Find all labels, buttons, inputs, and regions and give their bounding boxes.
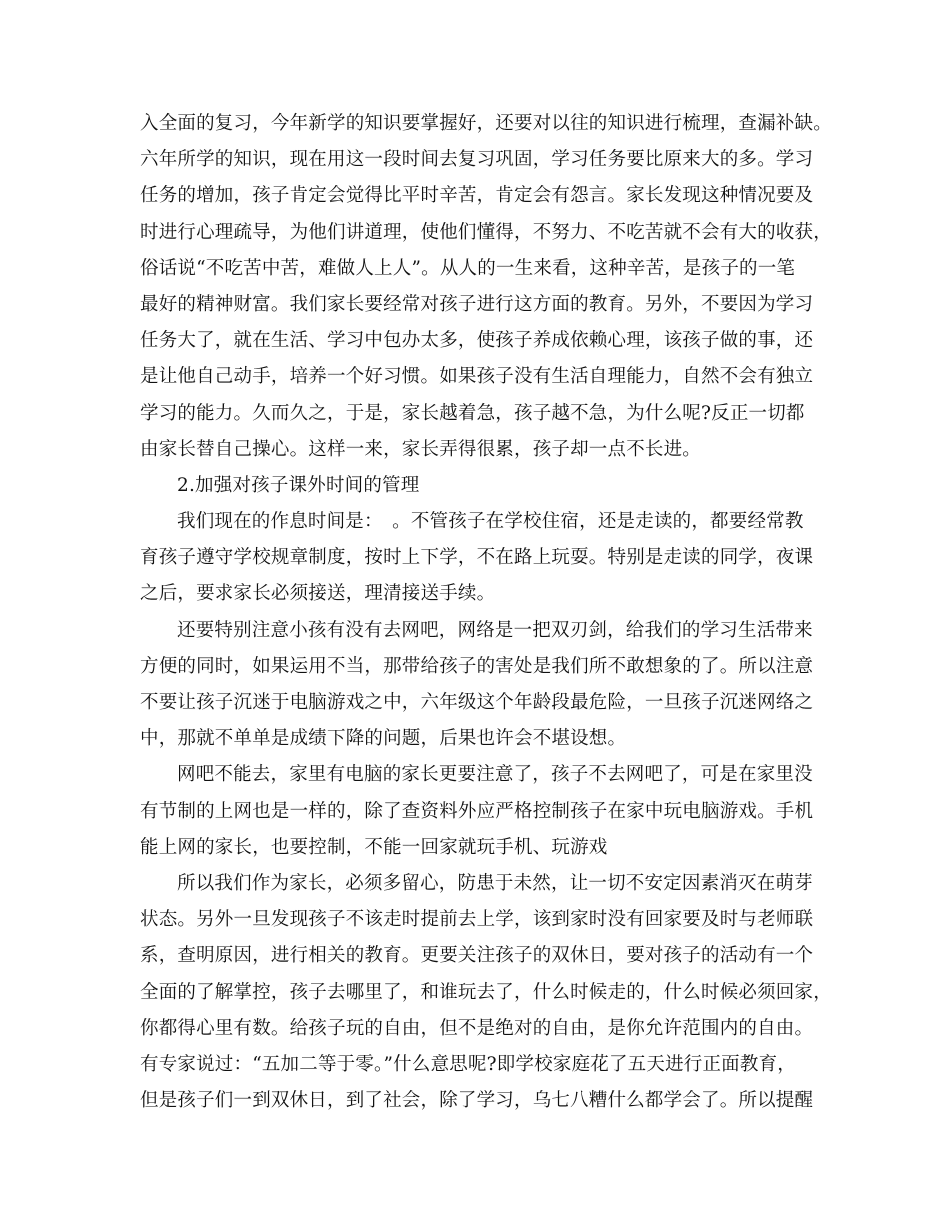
text-line: 俗话说“不吃苦中苦，难做人上人”。从人的一生来看，这种辛苦，是孩子的一笔: [140, 257, 796, 279]
text-line: 入全面的复习，今年新学的知识要掌握好，还要对以往的知识进行梳理，查漏补缺。: [140, 113, 832, 134]
text-line: 任务的增加，孩子肯定会觉得比平时辛苦，肯定会有怨言。家长发现这种情况要及: [140, 185, 814, 207]
paragraph-start-line: 网吧不能去，家里有电脑的家长更要注意了，孩子不去网吧了，可是在家里没: [177, 764, 813, 786]
text-line: 方便的同时，如果运用不当，那带给孩子的害处是我们所不敢想象的了。所以注意: [140, 655, 814, 677]
text-line: 系，查明原因，进行相关的教育。更要关注孩子的双休日，要对孩子的活动有一个: [140, 945, 814, 967]
text-line: 全面的了解掌控，孩子去哪里了，和谁玩去了，什么时候走的，什么时候必须回家，: [140, 981, 832, 1003]
text-line: 之后，要求家长必须接送，理清接送手续。: [140, 583, 496, 605]
text-line: 育孩子遵守学校规章制度，按时上下学，不在路上玩耍。特别是走读的同学，夜课: [140, 547, 814, 569]
document-body: [140, 106, 830, 1119]
text-line: 但是孩子们一到双休日，到了社会，除了学习，乌七八糟什么都学会了。所以提醒: [140, 1090, 814, 1112]
text-line: 最好的精神财富。我们家长要经常对孩子进行这方面的教育。另外，不要因为学习: [140, 293, 814, 315]
paragraph-start-line: 所以我们作为家长，必须多留心，防患于未然，让一切不安定因素消灭在萌芽: [177, 872, 813, 894]
paragraph-start-line: 我们现在的作息时间是： 。不管孩子在学校住宿，还是走读的，都要经常教: [177, 511, 804, 533]
paragraph-start-line: 还要特别注意小孩有没有去网吧，网络是一把双刃剑，给我们的学习生活带来: [177, 619, 813, 641]
text-line: 时进行心理疏导，为他们讲道理，使他们懂得，不努力、不吃苦就不会有大的收获，: [140, 221, 832, 243]
text-line: 状态。另外一旦发现孩子不该走时提前去上学，该到家时没有回家要及时与老师联: [140, 909, 814, 931]
text-line: 不要让孩子沉迷于电脑游戏之中，六年级这个年龄段最危险，一旦孩子沉迷网络之: [140, 692, 814, 713]
text-line: 有节制的上网也是一样的，除了查资料外应严格控制孩子在家中玩电脑游戏。手机: [140, 800, 814, 822]
text-line: 任务大了，就在生活、学习中包办太多，使孩子养成依赖心理，该孩子做的事，还: [140, 330, 814, 352]
text-line: 由家长替自己操心。这样一来，家长弄得很累，孩子却一点不长进。: [140, 438, 702, 460]
text-line: 有专家说过：“五加二等于零。”什么意思呢?即学校家庭花了五天进行正面教育，: [140, 1053, 796, 1075]
text-line: 中，那就不单单是成绩下降的问题，后果也许会不堪设想。: [140, 728, 627, 750]
section-heading: 2.加强对孩子课外时间的管理: [177, 474, 420, 496]
text-line: 学习的能力。久而久之，于是，家长越着急，孩子越不急，为什么呢?反正一切都: [140, 402, 805, 424]
text-line: 六年所学的知识，现在用这一段时间去复习巩固，学习任务要比原来大的多。学习: [140, 149, 814, 171]
text-line: 你都得心里有数。给孩子玩的自由，但不是绝对的自由，是你允许范围内的自由。: [140, 1017, 814, 1039]
text-line: 是让他自己动手，培养一个好习惯。如果孩子没有生活自理能力，自然不会有独立: [140, 366, 814, 388]
text-line: 能上网的家长，也要控制，不能一回家就玩手机、玩游戏: [140, 836, 608, 858]
